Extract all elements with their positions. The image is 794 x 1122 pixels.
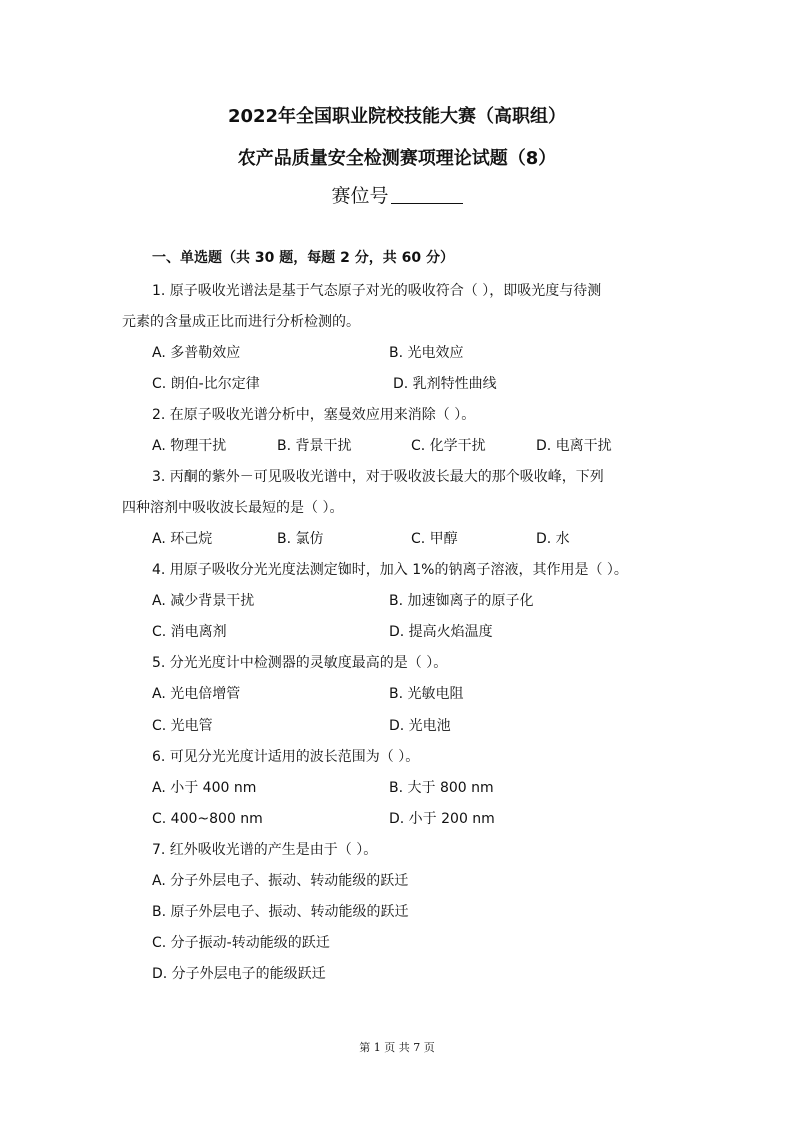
question-4-option-d: D. 提高火焰温度 — [389, 624, 493, 640]
question-3-option-b: B. 氯仿 — [277, 531, 324, 547]
question-5-option-c: C. 光电管 — [152, 718, 213, 734]
question-1-option-b: B. 光电效应 — [389, 345, 464, 361]
question-3-option-d: D. 水 — [536, 531, 570, 547]
question-7-option-d: D. 分子外层电子的能级跃迁 — [152, 966, 326, 982]
question-7-option-c: C. 分子振动-转动能级的跃迁 — [152, 935, 330, 951]
seat-number-blank[interactable] — [391, 183, 463, 204]
question-5-option-a: A. 光电倍增管 — [152, 686, 241, 702]
question-1-option-a: A. 多普勒效应 — [152, 345, 241, 361]
question-4-option-a: A. 减少背景干扰 — [152, 593, 255, 609]
question-3-stem: 3. 丙酮的紫外－可见吸收光谱中，对于吸收波长最大的那个吸收峰，下列 — [152, 469, 604, 485]
question-5-stem: 5. 分光光度计中检测器的灵敏度最高的是（ ）。 — [152, 655, 448, 671]
question-3-option-a: A. 环己烷 — [152, 531, 213, 547]
question-2-option-d: D. 电离干扰 — [536, 438, 612, 454]
question-1-option-d: D. 乳剂特性曲线 — [393, 376, 497, 392]
question-1-option-c: C. 朗伯-比尔定律 — [152, 376, 260, 392]
question-6-option-c: C. 400~800 nm — [152, 811, 263, 827]
seat-number-field — [0, 182, 794, 210]
question-5-option-b: B. 光敏电阻 — [389, 686, 464, 702]
question-2-stem: 2. 在原子吸收光谱分析中，塞曼效应用来消除（ ）。 — [152, 407, 476, 423]
question-6-option-a: A. 小于 400 nm — [152, 780, 257, 796]
question-6-option-b: B. 大于 800 nm — [389, 780, 494, 796]
question-7-stem: 7. 红外吸收光谱的产生是由于（ ）。 — [152, 842, 378, 858]
exam-subtitle: 农产品质量安全检测赛项理论试题（8） — [237, 148, 557, 169]
question-7-option-a: A. 分子外层电子、振动、转动能级的跃迁 — [152, 873, 409, 889]
question-3-option-c: C. 甲醇 — [411, 531, 458, 547]
question-4-option-b: B. 加速铷离子的原子化 — [389, 593, 534, 609]
page-number: 第 1 页 共 7 页 — [359, 1041, 435, 1054]
question-3-stem-cont: 四种溶剂中吸收波长最短的是（ ）。 — [122, 500, 344, 516]
question-5-option-d: D. 光电池 — [389, 718, 451, 734]
question-1-stem-cont: 元素的含量成正比而进行分析检测的。 — [122, 314, 360, 330]
question-2-option-c: C. 化学干扰 — [411, 438, 486, 454]
seat-number-label: 赛位号 — [331, 185, 389, 207]
question-4-stem: 4. 用原子吸收分光光度法测定铷时，加入 1%的钠离子溶液，其作用是（ ）。 — [152, 562, 628, 578]
question-6-stem: 6. 可见分光光度计适用的波长范围为（ ）。 — [152, 749, 420, 765]
question-2-option-a: A. 物理干扰 — [152, 438, 227, 454]
question-4-option-c: C. 消电离剂 — [152, 624, 227, 640]
exam-title: 2022年全国职业院校技能大赛（高职组） — [227, 106, 567, 127]
question-1-stem: 1. 原子吸收光谱法是基于气态原子对光的吸收符合（ ），即吸光度与待测 — [152, 283, 602, 299]
question-2-option-b: B. 背景干扰 — [277, 438, 352, 454]
section-heading: 一、单选题（共 30 题，每题 2 分，共 60 分） — [152, 250, 454, 266]
question-7-option-b: B. 原子外层电子、振动、转动能级的跃迁 — [152, 904, 409, 920]
question-6-option-d: D. 小于 200 nm — [389, 811, 495, 827]
